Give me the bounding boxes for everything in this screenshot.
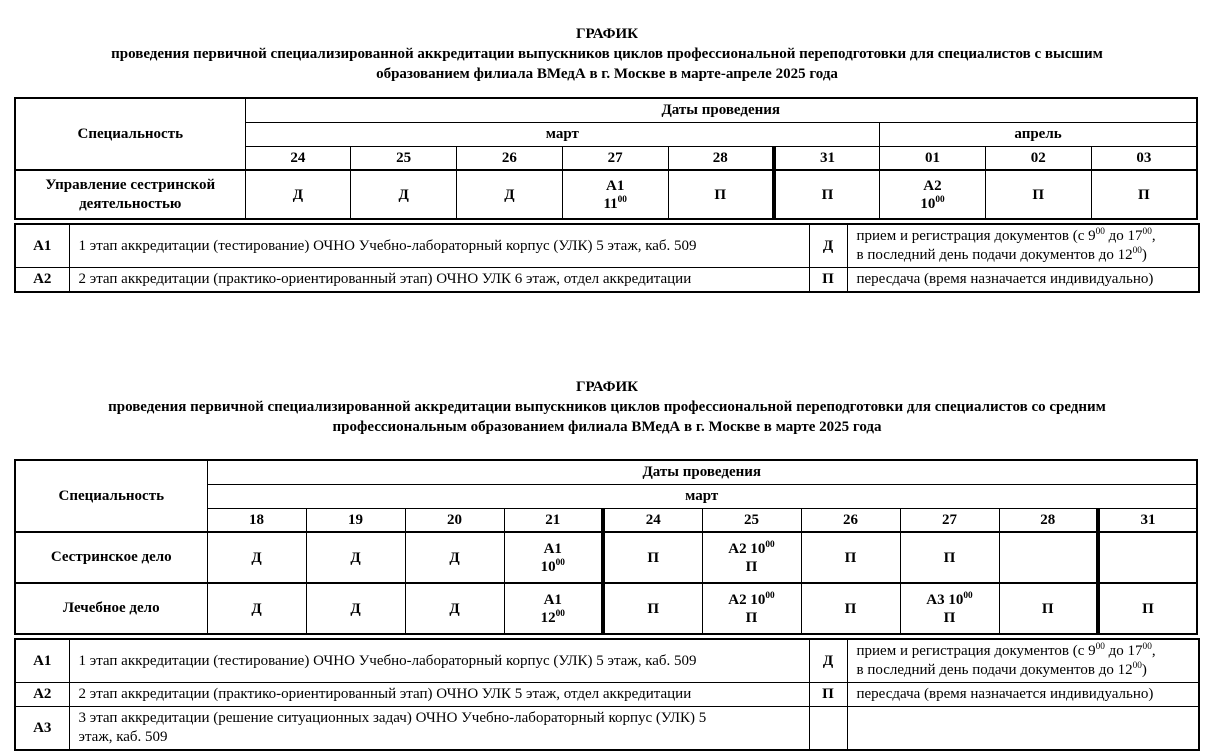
schedule-cell: Д xyxy=(457,170,563,219)
day-header-cell: 28 xyxy=(668,147,774,171)
schedule-cell: А3 $10^{00}$ П xyxy=(900,583,999,634)
specialty-header-cell: Специальность xyxy=(15,98,245,170)
day-header-cell: 27 xyxy=(900,509,999,533)
day-header-cell: 18 xyxy=(207,509,306,533)
legend-description-cell xyxy=(847,707,1199,751)
schedule-cell: П xyxy=(603,532,702,583)
specialty-name-cell: Сестринское дело xyxy=(15,532,207,583)
legend-description-cell: пересдача (время назначается индивидуально) xyxy=(847,268,1199,293)
day-header-cell: 01 xyxy=(880,147,986,171)
schedule-cell: А1 $10^{00}$ xyxy=(504,532,603,583)
schedule-tables-wrap xyxy=(14,459,1214,751)
legend-key-cell: А1 xyxy=(15,639,69,683)
specialty-header-cell: Специальность xyxy=(15,460,207,532)
schedule-title xyxy=(0,0,1214,84)
schedule-cell: П xyxy=(774,170,880,219)
schedule-section-secondary-education xyxy=(0,293,1214,751)
day-header-cell: 24 xyxy=(603,509,702,533)
schedule-cell: П xyxy=(603,583,702,634)
legend-table xyxy=(14,638,1200,751)
legend-table xyxy=(14,223,1200,293)
day-header-cell: 03 xyxy=(1091,147,1197,171)
schedule-cell: Д xyxy=(207,583,306,634)
schedule-cell: П xyxy=(985,170,1091,219)
day-header-cell: 27 xyxy=(562,147,668,171)
schedule-section-higher-education xyxy=(0,0,1214,293)
day-header-cell: 28 xyxy=(999,509,1098,533)
day-header-cell: 25 xyxy=(351,147,457,171)
schedule-cell: Д xyxy=(207,532,306,583)
legend-key-cell: А3 xyxy=(15,707,69,751)
day-header-cell: 25 xyxy=(702,509,801,533)
schedule-title-line: проведения первичной специализированной аккредитации выпускников циклов профессиональной переподготовки для специалистов с высшим xyxy=(111,46,1103,62)
legend-key-cell: А2 xyxy=(15,268,69,293)
day-header-cell: 31 xyxy=(774,147,880,171)
legend-key-cell xyxy=(809,707,847,751)
day-header-cell: 24 xyxy=(245,147,351,171)
legend-description-cell: 2 этап аккредитации (практико-ориентированный этап) ОЧНО УЛК 6 этаж, отдел аккредитации xyxy=(69,268,809,293)
schedule-cell xyxy=(999,532,1098,583)
schedule-cell xyxy=(1098,532,1197,583)
specialty-name-cell: Лечебное дело xyxy=(15,583,207,634)
day-header-cell: 02 xyxy=(985,147,1091,171)
legend-key-cell: Д xyxy=(809,224,847,268)
schedule-title-line: образованием филиала ВМедА в г. Москве в марте-апреле 2025 года xyxy=(376,66,838,82)
schedule-tables-wrap xyxy=(14,97,1214,293)
legend-key-cell: А2 xyxy=(15,683,69,707)
month-header-cell: апрель xyxy=(880,123,1197,147)
month-header-cell: март xyxy=(207,485,1197,509)
schedule-cell: П xyxy=(801,532,900,583)
specialty-name-cell: Управление сестринской деятельностью xyxy=(15,170,245,219)
dates-header-cell: Даты проведения xyxy=(245,98,1197,123)
schedule-cell: П xyxy=(1098,583,1197,634)
schedule-cell: А2 $10^{00}$ П xyxy=(702,532,801,583)
schedule-cell: А2 $10^{00}$ xyxy=(880,170,986,219)
schedule-cell: А1 $12^{00}$ xyxy=(504,583,603,634)
schedule-cell: П xyxy=(999,583,1098,634)
schedule-title-line: профессиональным образованием филиала ВМедА в г. Москве в марте 2025 года xyxy=(332,419,882,435)
schedule-cell: П xyxy=(801,583,900,634)
legend-description-cell: 2 этап аккредитации (практико-ориентированный этап) ОЧНО УЛК 5 этаж, отдел аккредитации xyxy=(69,683,809,707)
legend-description-cell: 1 этап аккредитации (тестирование) ОЧНО Учебно-лабораторный корпус (УЛК) 5 этаж, каб. 509 xyxy=(69,639,809,683)
day-header-cell: 26 xyxy=(457,147,563,171)
schedule-cell: Д xyxy=(245,170,351,219)
day-header-cell: 26 xyxy=(801,509,900,533)
schedule-cell: Д xyxy=(306,532,405,583)
legend-description-cell: прием и регистрация документов (с $9^{00}$ до $17^{00}$, в последний день подачи документов до $12^{00}$) xyxy=(847,639,1199,683)
schedule-table xyxy=(14,459,1198,635)
schedule-title-line: ГРАФИК xyxy=(575,26,639,42)
schedule-title-line: проведения первичной специализированной аккредитации выпускников циклов профессиональной переподготовки для специалистов со средним xyxy=(108,399,1106,415)
legend-key-cell: А1 xyxy=(15,224,69,268)
legend-description-cell: 3 этап аккредитации (решение ситуационных задач) ОЧНО Учебно-лабораторный корпус (УЛК) 5 этаж, каб. 509 xyxy=(69,707,809,751)
schedule-cell: П xyxy=(900,532,999,583)
schedule-cell: А2 $10^{00}$ П xyxy=(702,583,801,634)
schedule-cell: Д xyxy=(351,170,457,219)
schedule-cell: А1 $11^{00}$ xyxy=(562,170,668,219)
schedule-cell: Д xyxy=(405,583,504,634)
day-header-cell: 19 xyxy=(306,509,405,533)
schedule-cell: П xyxy=(668,170,774,219)
day-header-cell: 20 xyxy=(405,509,504,533)
dates-header-cell: Даты проведения xyxy=(207,460,1197,485)
schedule-title-line: ГРАФИК xyxy=(575,379,639,395)
legend-description-cell: прием и регистрация документов (с $9^{00}$ до $17^{00}$, в последний день подачи документов до $12^{00}$) xyxy=(847,224,1199,268)
month-header-cell: март xyxy=(245,123,880,147)
legend-key-cell: П xyxy=(809,683,847,707)
legend-key-cell: П xyxy=(809,268,847,293)
schedule-cell: Д xyxy=(405,532,504,583)
schedule-cell: П xyxy=(1091,170,1197,219)
schedule-cell: Д xyxy=(306,583,405,634)
legend-description-cell: пересдача (время назначается индивидуально) xyxy=(847,683,1199,707)
legend-key-cell: Д xyxy=(809,639,847,683)
schedule-table xyxy=(14,97,1198,220)
legend-description-cell: 1 этап аккредитации (тестирование) ОЧНО Учебно-лабораторный корпус (УЛК) 5 этаж, каб. 509 xyxy=(69,224,809,268)
day-header-cell: 31 xyxy=(1098,509,1197,533)
schedule-title xyxy=(0,293,1214,437)
day-header-cell: 21 xyxy=(504,509,603,533)
